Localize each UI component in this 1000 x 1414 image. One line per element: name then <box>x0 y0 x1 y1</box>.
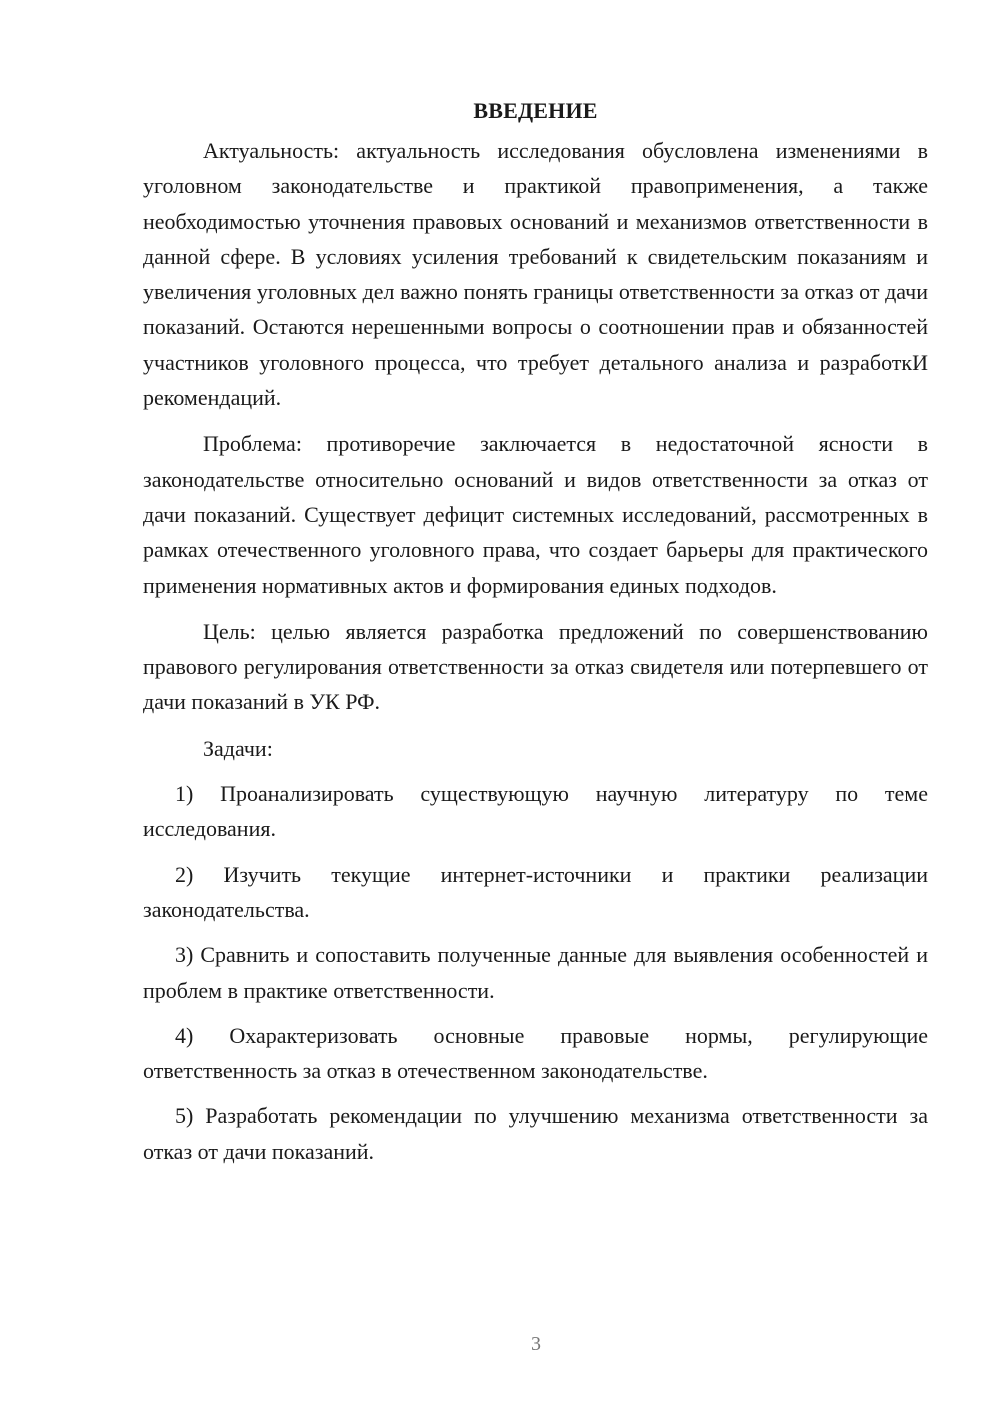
task-item-2: 2) Изучить текущие интернет-источники и практики реализации законодательства. <box>143 861 928 922</box>
page-content <box>143 93 928 1169</box>
page-number: 3 <box>531 1333 541 1355</box>
task-item-1: 1) Проанализировать существующую научную литературу по теме исследования. <box>143 781 928 842</box>
goal-paragraph: Цель: целью является разработка предложений по совершенствованию правового регулирования ответственности за отказ свидетеля или потерпевшего от дачи показаний в УК РФ. <box>143 618 928 715</box>
task-item-3: 3) Сравнить и сопоставить полученные данные для выявления особенностей и проблем в практике ответственности. <box>143 942 928 1003</box>
tasks-label: Задачи: <box>203 735 273 761</box>
problem-paragraph: Проблема: противоречие заключается в недостаточной ясности в законодательстве относительно оснований и видов ответственности за отказ от дачи показаний. Существует дефицит системных исследований, рассмотренных в рамках отечественного уголовного права, что создает барьеры для практического применения нормативных актов и формирования единых подходов. <box>143 431 928 598</box>
task-item-5: 5) Разработать рекомендации по улучшению механизма ответственности за отказ от дачи показаний. <box>143 1103 928 1164</box>
section-heading: ВВЕДЕНИЕ <box>473 98 598 123</box>
relevance-paragraph: Актуальность: актуальность исследования обусловлена изменениями в уголовном законодательстве и практикой правоприменения, а также необходимостью уточнения правовых оснований и механизмов ответственности в данной сфере. В условиях усиления требований к свидетельским показаниям и увеличения уголовных дел важно понять границы ответственности за отказ от дачи показаний. Остаются нерешенными вопросы о соотношении прав и обязанностей участников уголовного процесса, что требует детального анализа и разработкИ рекомендаций. <box>143 138 928 411</box>
task-item-4: 4) Охарактеризовать основные правовые нормы, регулирующие ответственность за отказ в отечественном законодательстве. <box>143 1022 928 1084</box>
task-list <box>143 776 928 1169</box>
